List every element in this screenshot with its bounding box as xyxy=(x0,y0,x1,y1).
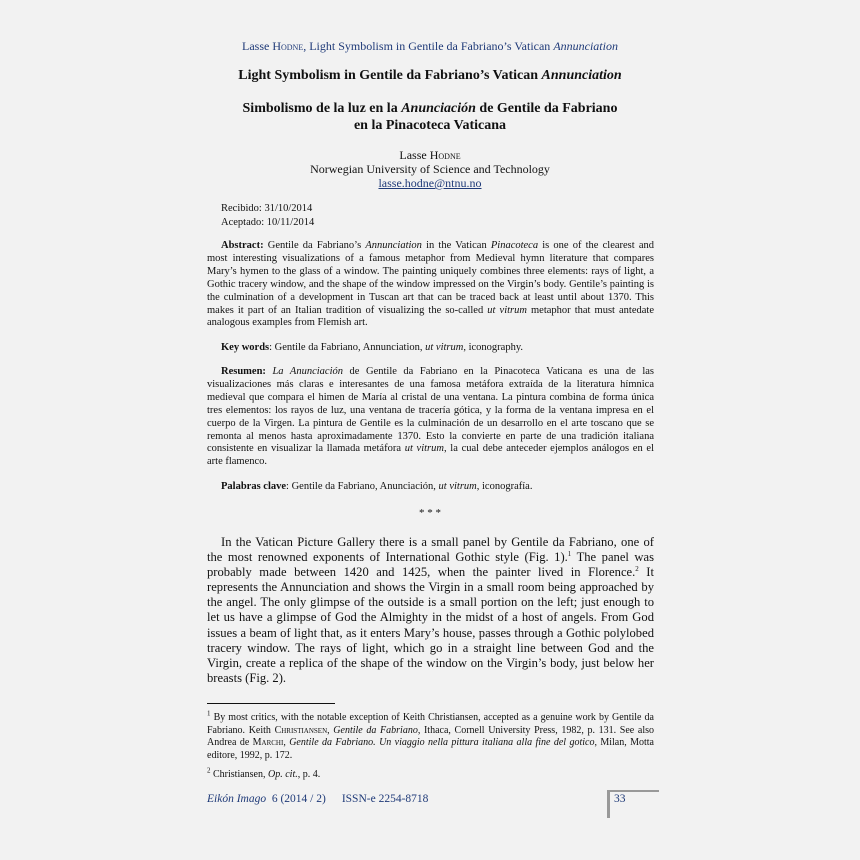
resumen-text: , la cual debe anteceder ejemplos análogos en el arte flamenco. xyxy=(207,443,654,468)
footnote-text: , xyxy=(327,724,334,736)
footnote-text: , p. 4. xyxy=(297,769,321,780)
resumen-label: Resumen: xyxy=(221,366,266,377)
title-spanish-line2: en la Pinacoteca Vaticana xyxy=(353,118,507,133)
resumen-italic: La Anunciación xyxy=(272,366,343,377)
running-head-title-italic: Annunciation xyxy=(553,39,618,53)
body-text-part: The panel was probably made between 1420 and 1425, when the painter lived in Florence. xyxy=(207,550,655,580)
footnote-italic: Gentile da Fabriano xyxy=(333,724,418,736)
abstract xyxy=(207,240,654,330)
abstract-text: in the Vatican xyxy=(421,240,491,251)
running-head-title: , Light Symbolism in Gentile da Fabriano’s Vatican xyxy=(303,39,554,53)
resumen-text: de Gentile da Fabriano en la Pinacoteca Vaticana es una de las visualizaciones más claras e interesantes de una famosa metáfora extraída de la literatura hímnica medieval que compara el himen de María al cristal de una ventana. La pintura combina de forma única tres elementos: los rayos de luz, una ventana de tracería gótica, y la forma de la ventana impresa en el cuerpo de la Virgen. La pintura de Gentile es la culminación de un desarrollo en el arte toscano que se remonta al menos hasta aproximadamente 1370. Esto la convierte en parte de una tradición italiana consistente en visualizar la llamada metáfora xyxy=(207,366,654,455)
received-date: Recibido: 31/10/2014 xyxy=(221,203,313,214)
dates-block xyxy=(221,202,314,230)
footnote-italic: Op. cit. xyxy=(268,769,298,780)
abstract-italic: ut vitrum xyxy=(487,304,527,316)
title-english-italic: Annunciation xyxy=(541,68,622,83)
footnote-smallcaps: Christiansen xyxy=(274,724,328,736)
resumen-italic: ut vitrum xyxy=(404,443,444,455)
author-first: Lasse xyxy=(399,148,430,162)
footnote-ref[interactable]: 2 xyxy=(635,565,639,573)
palabras-italic: ut vitrum xyxy=(438,481,477,492)
footer-divider xyxy=(607,792,610,818)
palabras-label: Palabras clave xyxy=(221,481,287,492)
accepted-date: Aceptado: 10/11/2014 xyxy=(221,217,315,228)
keywords xyxy=(207,342,654,355)
keywords-text: , iconography. xyxy=(463,342,524,353)
title-spanish-part: Simbolismo de la luz en la xyxy=(242,101,402,116)
body-text-part: It represents the Annunciation and shows the Virgin in a small room being approached by the angel. The only glimpse of the outside is a small portion on the left; just enough to let us have a glimpse of God the Almighty in the midst of a host of angels. From God issues a beam of light that, as it enters Mary’s house, passes through a Gothic polylobed tracery window. The rays of light, which go in a straight line between God and the Virgin, create a replica of the shape of the window on the Virgin’s body, just below her breasts (Fig. 2). xyxy=(207,565,654,685)
abstract-italic: Pinacoteca xyxy=(490,240,539,251)
footnote-divider xyxy=(207,703,335,704)
author-email-link[interactable]: lasse.hodne@ntnu.no xyxy=(378,176,482,190)
author-name xyxy=(0,148,860,162)
footnote-text: , Milan, Motta editore, 1992, p. 172. xyxy=(207,737,654,761)
page-number: 33 xyxy=(614,793,626,805)
palabras-clave xyxy=(207,481,654,494)
author-block xyxy=(0,148,860,190)
footnote-italic: Gentile da Fabriano. Un viaggio nella pittura italiana alla fine del gotico xyxy=(289,737,595,748)
footnote-1 xyxy=(207,709,655,762)
footer xyxy=(207,793,444,805)
resumen xyxy=(207,366,654,469)
footnote-smallcaps: Marchi xyxy=(252,737,284,748)
footnote-text: , xyxy=(283,737,290,748)
body-text-part: In the Vatican Picture Gallery there is a small panel by Gentile da Fabriano, one of the most renowned exponents of International Gothic style (Fig. 1). xyxy=(207,535,654,565)
title-english-text: Light Symbolism in Gentile da Fabriano’s Vatican xyxy=(238,68,542,83)
keywords-text: : Gentile da Fabriano, Annunciation, xyxy=(269,342,426,353)
palabras-text: , iconografía. xyxy=(476,481,533,492)
footer-issn: ISSN-e 2254-8718 xyxy=(341,793,429,805)
abstract-text: metaphor that must antedate analogous examples from Flemish art. xyxy=(207,304,655,329)
title-spanish xyxy=(0,100,860,134)
running-head xyxy=(0,39,860,54)
palabras-text: : Gentile da Fabriano, Anunciación, xyxy=(286,481,439,492)
footer-rule xyxy=(607,790,659,792)
footnote-text: , Ithaca, Cornell University Press, 1982, p. 131. See also Andrea de xyxy=(207,724,655,748)
abstract-label: Abstract: xyxy=(221,240,264,251)
running-head-author-last: Hodne xyxy=(272,39,304,53)
abstract-text: Gentile da Fabriano’s xyxy=(263,240,366,251)
title-spanish-italic: Anunciación xyxy=(401,101,476,116)
footnote-number: 1 xyxy=(207,709,211,718)
keywords-italic: ut vitrum xyxy=(425,342,464,353)
section-separator: * * * xyxy=(419,507,441,519)
title-spanish-part: de Gentile da Fabriano xyxy=(475,101,618,116)
footer-journal: Eikón Imago xyxy=(207,793,267,805)
running-head-author-first: Lasse xyxy=(242,39,273,53)
footnote-text: By most critics, with the notable exception of Keith Christiansen, accepted as a genuine work by Gentile da Fabriano. Keith xyxy=(207,712,654,736)
footnote-number: 2 xyxy=(207,766,211,775)
footer-issue: 6 (2014 / 2) xyxy=(271,793,326,805)
title-english xyxy=(0,68,860,84)
body-text xyxy=(207,535,654,686)
footnote-ref[interactable]: 1 xyxy=(567,549,572,558)
abstract-text: is one of the clearest and most interesting visualizations of a famous metaphor from Medieval hymn literature that compares Mary’s hymen to the glass of a window. The painting uniquely combines three elements: rays of light, a Gothic tracery window, and the shape of the window impressed on the Virgin’s body. Gentile’s painting is the culmination of a development in Tuscan art that can be traced back at least until about 1370. This makes it part of an Italian tradition of visualizing the so-called xyxy=(207,240,654,316)
footnote-2 xyxy=(207,766,654,782)
author-last: Hodne xyxy=(429,148,461,162)
keywords-label: Key words xyxy=(221,342,270,353)
abstract-italic: Annunciation xyxy=(365,240,422,251)
author-affiliation: Norwegian University of Science and Technology xyxy=(310,162,550,176)
footnote-text: Christiansen, xyxy=(210,769,268,780)
